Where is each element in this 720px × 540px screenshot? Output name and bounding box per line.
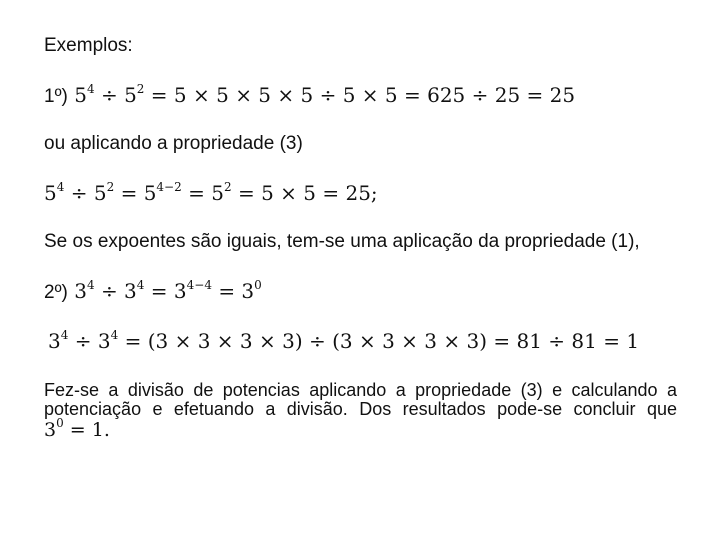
example-1-equation <box>44 84 575 109</box>
alternative-method-text: ou aplicando a propriedade (3) <box>44 133 303 154</box>
conclusion-line-2: potenciação e efetuando a divisão. Dos resultados pode-se concluir que <box>44 399 677 419</box>
equation-rest: = (3 × 3 × 3 × 3) ÷ (3 × 3 × 3 × 3) = 81 ÷ 81 = 1 <box>124 329 640 353</box>
exponent: 2 <box>223 180 232 194</box>
equal-exponents-text: Se os expoentes são iguais, tem-se uma aplicação da propriedade (1), <box>44 231 640 252</box>
base: 3 <box>44 419 57 441</box>
term: ÷ 3 <box>74 329 111 353</box>
base: 3 <box>74 279 87 303</box>
example-2-label: 2º) <box>44 282 68 303</box>
example-1-label: 1º) <box>44 86 68 107</box>
exponent: 0 <box>56 416 64 430</box>
equation-rest: = 1. <box>69 419 110 441</box>
base: 3 <box>48 329 61 353</box>
conclusion-equation <box>44 416 110 443</box>
example-2b-equation <box>48 330 639 355</box>
term: = 3 <box>150 279 187 303</box>
exponent: 4 <box>86 278 95 292</box>
exponent: 4 <box>86 82 95 96</box>
base: 5 <box>44 181 57 205</box>
term: = 3 <box>218 279 255 303</box>
equation-rest: = 5 × 5 × 5 × 5 ÷ 5 × 5 = 625 ÷ 25 = 25 <box>150 83 576 107</box>
exponent: 2 <box>106 180 115 194</box>
example-2-equation <box>44 280 262 305</box>
exponent: 4 <box>60 328 69 342</box>
exponent: 2 <box>136 82 145 96</box>
term: ÷ 3 <box>100 279 137 303</box>
equation-rest: = 5 × 5 = 25; <box>237 181 378 205</box>
base: 5 <box>124 83 137 107</box>
exponent: 4 <box>56 180 65 194</box>
term: = 5 <box>188 181 224 205</box>
term: ÷ 5 <box>70 181 107 205</box>
example-1b-equation <box>44 182 378 207</box>
slide-title: Exemplos: <box>44 35 133 56</box>
exponent: 4−2 <box>156 180 182 194</box>
exponent: 4 <box>110 328 119 342</box>
exponent: 0 <box>254 278 262 292</box>
conclusion-line-1: Fez-se a divisão de potencias aplicando a propriedade (3) e calculando a <box>44 380 677 400</box>
exponent: 4−4 <box>186 278 212 292</box>
base: 5 <box>74 83 87 107</box>
exponent: 4 <box>136 278 145 292</box>
operator: ÷ <box>100 83 118 107</box>
term: = 5 <box>120 181 157 205</box>
